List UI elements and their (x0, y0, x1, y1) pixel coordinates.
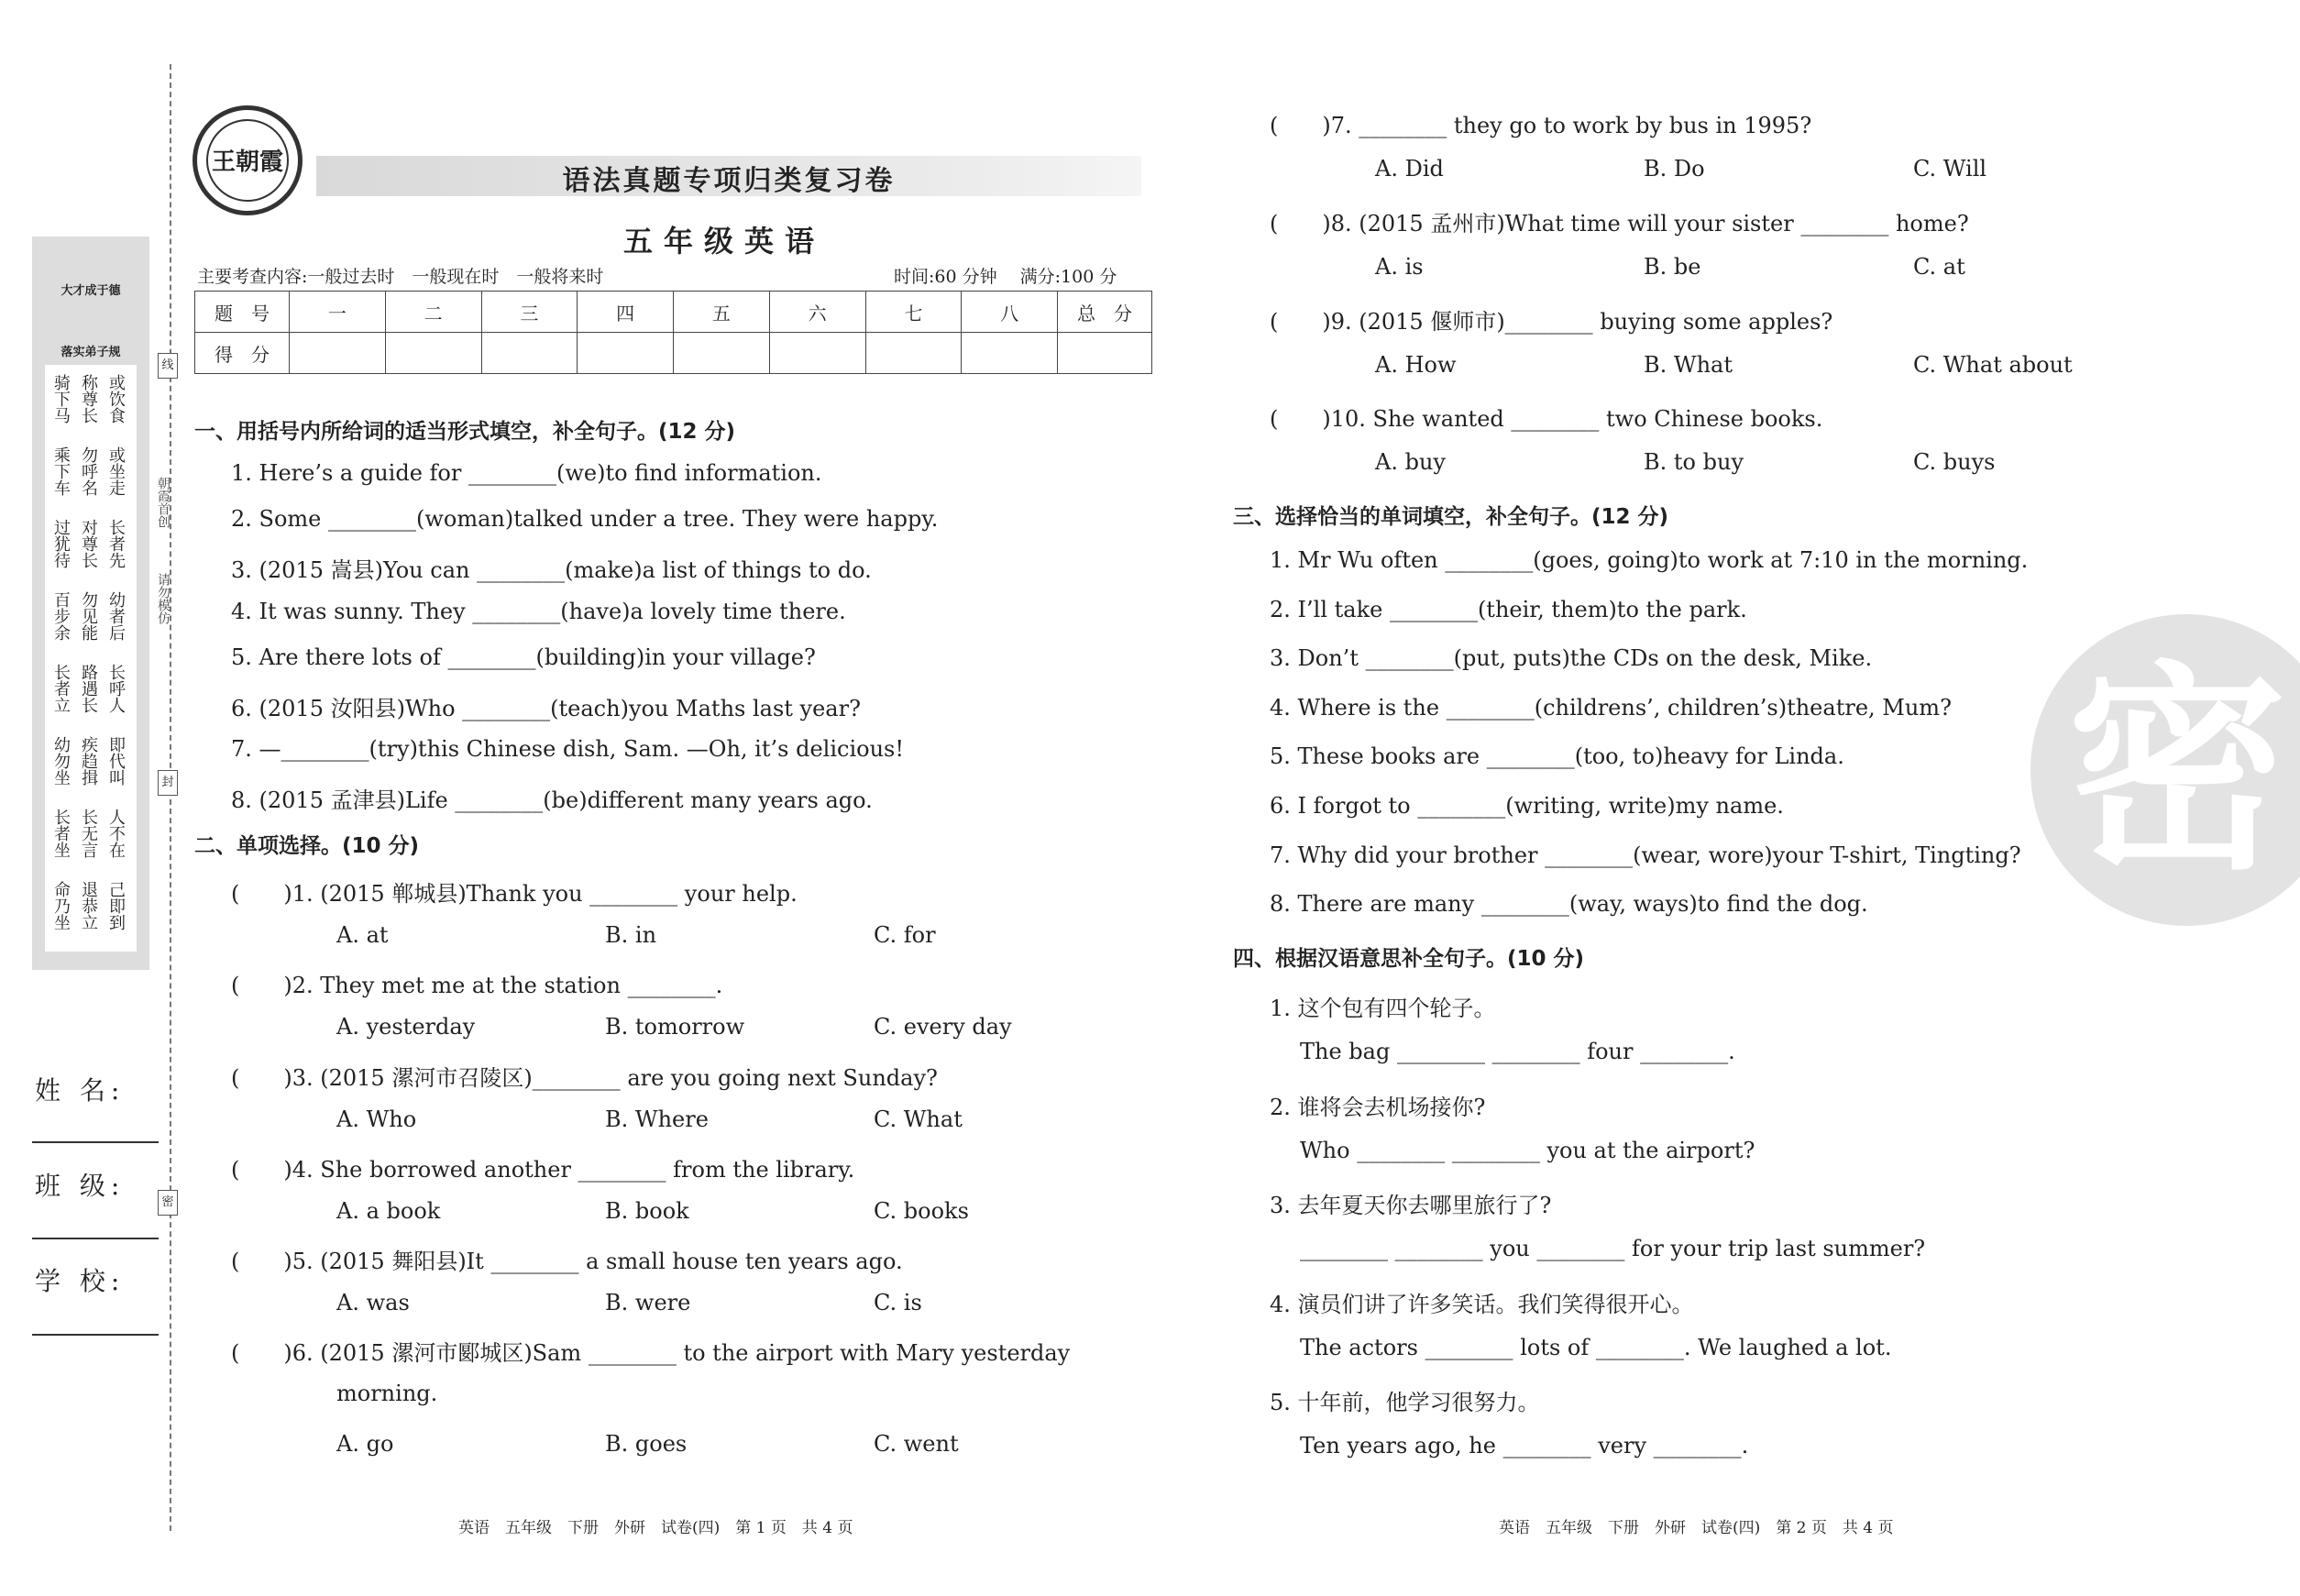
rule-column: 长者先 (106, 519, 126, 568)
choice-option-c[interactable]: C. for (874, 922, 936, 948)
choice-option-a[interactable]: A. Who (336, 1106, 417, 1132)
rule-column: 长呼人 (106, 664, 126, 713)
translation-en: The actors ________ lots of ________. We laughed a lot. (1300, 1334, 1892, 1360)
choice-question: ( )8. (2015 孟州市)What time will your sister ________ home? (1270, 211, 1969, 237)
rule-column: 即代叫 (106, 736, 126, 786)
choice-question: ( )7. ________ they go to work by bus in 1995? (1270, 113, 1812, 138)
score-header-cell: 题 号 (195, 292, 290, 333)
score-header-cell: 八 (962, 292, 1058, 333)
logo-text: 王朝霞 (206, 119, 289, 202)
copyright-note-2: 请勿模仿 (156, 573, 171, 624)
rule-column: 命乃坐 (51, 881, 71, 930)
score-value-row (195, 333, 1152, 374)
watermark-char: 密 (2067, 641, 2288, 899)
choice-option-a[interactable]: A. yesterday (336, 1014, 476, 1040)
choice-option-c[interactable]: C. What about (1913, 352, 2073, 378)
score-blank-cell[interactable] (962, 333, 1058, 374)
rule-column: 路遇长 (79, 664, 98, 713)
score-blank-cell[interactable] (769, 333, 865, 374)
footer-page-1: 英语 五年级 下册 外研 试卷(四) 第 1 页 共 4 页 (458, 1519, 853, 1537)
score-blank-cell[interactable] (578, 333, 674, 374)
score-header-cell: 总 分 (1058, 292, 1152, 333)
translation-en: ________ ________ you ________ for your trip last summer? (1300, 1236, 1926, 1261)
binding-mark-secret: 密 (158, 1190, 178, 1216)
rule-column: 勿见能 (79, 591, 98, 641)
select-word-item: 1. Mr Wu often ________(goes, going)to work at 7:10 in the morning. (1270, 547, 2029, 573)
rule-column: 过犹待 (51, 519, 71, 568)
choice-option-c[interactable]: C. went (874, 1431, 959, 1457)
copyright-note-1: 朝霞首创 (156, 477, 171, 528)
choice-option-a[interactable]: A. go (336, 1431, 394, 1457)
class-label: 班 级: (35, 1171, 126, 1201)
score-table (194, 291, 1152, 374)
score-header-cell: 三 (481, 292, 578, 333)
binding-mark-seal: 封 (158, 770, 178, 796)
choice-question: ( )3. (2015 漯河市召陵区)________ are you going next Sunday? (231, 1065, 938, 1091)
choice-option-c[interactable]: C. at (1913, 254, 1965, 280)
choice-option-c[interactable]: C. is (874, 1290, 922, 1315)
score-blank-cell[interactable] (865, 333, 962, 374)
motto-bottom: 落实弟子规 (61, 346, 121, 359)
fill-item: 7. —________(try)this Chinese dish, Sam. —Oh, it’s delicious! (231, 736, 904, 763)
rule-column: 退恭立 (79, 881, 98, 930)
choice-option-a[interactable]: A. How (1375, 352, 1457, 378)
translation-cn: 4. 演员们讲了许多笑话。我们笑得很开心。 (1270, 1291, 1694, 1317)
score-header-row (195, 292, 1152, 333)
binding-dashed-line (170, 64, 171, 1531)
translation-cn: 3. 去年夏天你去哪里旅行了? (1270, 1193, 1552, 1218)
paper-title: 语法真题专项归类复习卷 (562, 165, 896, 197)
section-1-title: 一、用括号内所给词的适当形式填空，补全句子。(12 分) (194, 420, 736, 444)
fill-item: 8. (2015 孟津县)Life ________(be)different many years ago. (231, 787, 873, 814)
choice-option-b[interactable]: B. What (1644, 352, 1733, 378)
fill-item: 4. It was sunny. They ________(have)a lovely time there. (231, 598, 846, 624)
fill-item: 3. (2015 嵩县)You can ________(make)a list of things to do. (231, 557, 872, 584)
choice-option-b[interactable]: B. were (605, 1290, 691, 1315)
section-2-title: 二、单项选择。(10 分) (194, 834, 420, 858)
score-blank-cell[interactable] (385, 333, 481, 374)
score-header-cell: 六 (769, 292, 865, 333)
score-header-cell: 七 (865, 292, 962, 333)
fill-item: 6. (2015 汝阳县)Who ________(teach)you Maths last year? (231, 696, 861, 721)
score-blank-cell[interactable] (1058, 333, 1152, 374)
binding-mark-line: 线 (158, 353, 178, 379)
select-word-item: 2. I’ll take ________(their, them)to the park. (1270, 596, 1747, 622)
choice-question: ( )6. (2015 漯河市郾城区)Sam ________ to the airport with Mary yesterday (231, 1340, 1071, 1366)
rules-columns (45, 367, 137, 953)
choice-option-a[interactable]: A. a book (336, 1198, 441, 1224)
choice-option-b[interactable]: B. in (605, 922, 657, 948)
fill-item: 5. Are there lots of ________(building)in your village? (231, 644, 816, 670)
choice-question: ( )5. (2015 舞阳县)It ________ a small house ten years ago. (231, 1249, 903, 1274)
name-label: 姓 名: (35, 1075, 126, 1106)
choice-question: ( )2. They met me at the station ________. (231, 973, 723, 998)
translation-en: Ten years ago, he ________ very ________. (1300, 1433, 1749, 1458)
score-header-cell: 二 (385, 292, 481, 333)
select-word-item: 5. These books are ________(too, to)heavy for Linda. (1270, 743, 1844, 770)
secret-watermark (2030, 614, 2300, 926)
class-line[interactable] (32, 1238, 159, 1239)
rule-column: 百步余 (51, 591, 71, 641)
score-header-cell: 五 (674, 292, 770, 333)
choice-option-b[interactable]: B. Do (1644, 156, 1705, 182)
choice-option-b[interactable]: B. be (1644, 254, 1701, 280)
rule-column: 或饮食 (106, 374, 126, 424)
choice-option-c[interactable]: C. What (874, 1106, 963, 1132)
paper-subtitle: 五年级英语 (622, 224, 825, 259)
choice-option-b[interactable]: B. tomorrow (605, 1014, 745, 1040)
select-word-item: 7. Why did your brother ________(wear, wore)your T-shirt, Tingting? (1270, 842, 2021, 868)
time-score: 时间:60 分钟 满分:100 分 (894, 267, 1117, 287)
choice-option-a[interactable]: A. at (336, 922, 389, 948)
rule-column: 乘下车 (51, 446, 71, 496)
choice-option-a[interactable]: A. was (336, 1290, 410, 1315)
select-word-item: 3. Don’t ________(put, puts)the CDs on the desk, Mike. (1270, 645, 1873, 672)
translation-cn: 2. 谁将会去机场接你? (1270, 1094, 1486, 1120)
choice-question: ( )1. (2015 郸城县)Thank you ________ your help. (231, 881, 798, 907)
rule-column: 长者坐 (51, 809, 71, 858)
rule-column: 人不在 (106, 809, 126, 858)
motto-top: 大才成于德 (61, 284, 121, 298)
footer-page-2: 英语 五年级 下册 外研 试卷(四) 第 2 页 共 4 页 (1499, 1519, 1894, 1537)
choice-option-c[interactable]: C. books (874, 1198, 969, 1224)
section-3-title: 三、选择恰当的单词填空，补全句子。(12 分) (1233, 505, 1669, 529)
content-scope: 主要考查内容:一般过去时 一般现在时 一般将来时 (197, 267, 604, 287)
choice-option-c[interactable]: C. buys (1913, 449, 1996, 475)
choice-option-a[interactable]: A. Did (1375, 156, 1444, 182)
fill-item: 2. Some ________(woman)talked under a tree. They were happy. (231, 506, 939, 533)
select-word-item: 4. Where is the ________(childrens’, children’s)theatre, Mum? (1270, 694, 1952, 721)
score-blank-cell[interactable] (481, 333, 578, 374)
score-blank-cell[interactable] (290, 333, 386, 374)
translation-cn: 1. 这个包有四个轮子。 (1270, 996, 1496, 1021)
rule-column: 长无言 (79, 809, 98, 858)
choice-question: ( )9. (2015 偃师市)________ buying some apples? (1270, 309, 1833, 335)
brand-logo (193, 105, 303, 215)
choice-option-a[interactable]: A. buy (1375, 449, 1446, 475)
rule-column: 幼勿坐 (51, 736, 71, 786)
score-blank-cell[interactable] (674, 333, 770, 374)
rule-column: 称尊长 (79, 374, 98, 424)
score-label-cell: 得 分 (195, 333, 290, 374)
rule-column: 己即到 (106, 881, 126, 930)
choice-option-a[interactable]: A. is (1375, 254, 1424, 280)
choice-question-cont: morning. (336, 1381, 438, 1406)
choice-option-c[interactable]: C. Will (1913, 156, 1987, 182)
rule-column: 长者立 (51, 664, 71, 713)
translation-en: The bag ________ ________ four ________. (1300, 1039, 1735, 1064)
select-word-item: 6. I forgot to ________(writing, write)my name. (1270, 793, 1784, 819)
rule-column: 勿呼名 (79, 446, 98, 496)
choice-option-c[interactable]: C. every day (874, 1014, 1012, 1040)
rule-column: 幼者后 (106, 591, 126, 641)
rule-column: 或坐走 (106, 446, 126, 496)
score-header-cell: 一 (290, 292, 386, 333)
fill-item: 1. Here’s a guide for ________(we)to find information. (231, 460, 822, 486)
school-line[interactable] (32, 1334, 159, 1336)
choice-option-b[interactable]: B. goes (605, 1431, 688, 1457)
choice-option-b[interactable]: B. to buy (1644, 449, 1744, 475)
rule-column: 对尊长 (79, 519, 98, 568)
choice-question: ( )4. She borrowed another ________ from the library. (231, 1157, 855, 1183)
choice-question: ( )10. She wanted ________ two Chinese books. (1270, 406, 1823, 432)
name-line[interactable] (32, 1141, 159, 1143)
translation-cn: 5. 十年前，他学习很努力。 (1270, 1390, 1540, 1415)
score-header-cell: 四 (578, 292, 674, 333)
rule-column: 骑下马 (51, 374, 71, 424)
school-label: 学 校: (35, 1266, 126, 1296)
section-4-title: 四、根据汉语意思补全句子。(10 分) (1233, 947, 1585, 971)
translation-en: Who ________ ________ you at the airport? (1300, 1137, 1755, 1163)
choice-option-b[interactable]: B. book (605, 1198, 689, 1224)
rule-column: 疾趋揖 (79, 736, 98, 786)
select-word-item: 8. There are many ________(way, ways)to find the dog. (1270, 891, 1868, 918)
choice-option-b[interactable]: B. Where (605, 1106, 709, 1132)
